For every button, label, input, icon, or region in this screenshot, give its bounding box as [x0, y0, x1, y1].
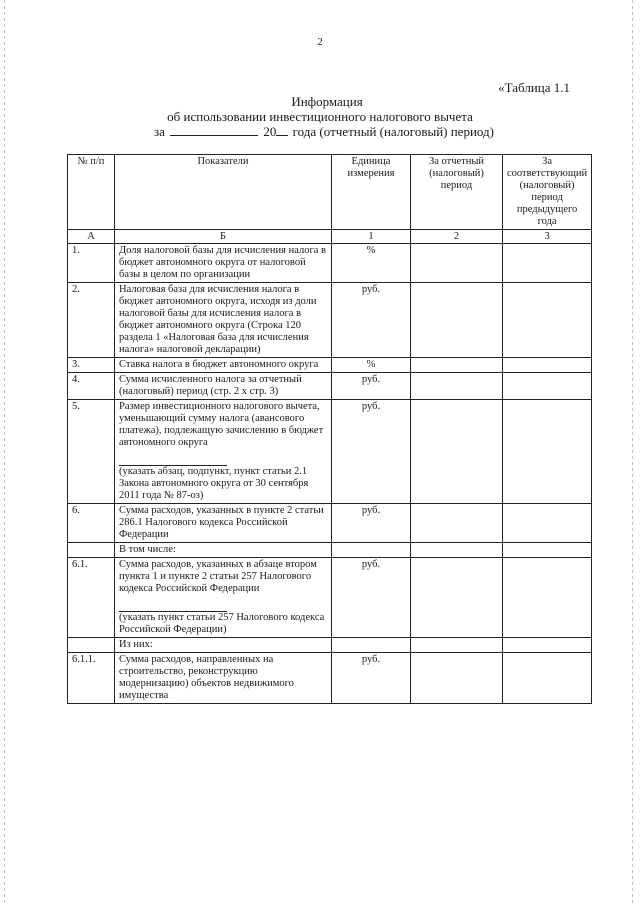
row-previous-value[interactable]: [503, 283, 592, 358]
table-row: [68, 244, 592, 283]
row-current-value[interactable]: [411, 400, 503, 504]
table-row: [68, 358, 592, 373]
table-row: [68, 400, 592, 504]
row-unit: руб.: [332, 653, 411, 704]
row-previous-value[interactable]: [503, 504, 592, 543]
row-previous-value[interactable]: [503, 653, 592, 704]
row-indicator: Сумма расходов, указанных в пункте 2 статьи 286.1 Налогового кодекса Российской Федерации: [115, 504, 332, 543]
row-previous-value[interactable]: [503, 358, 592, 373]
row-unit: руб.: [332, 558, 411, 638]
row-unit: [332, 543, 411, 558]
row-indicator: Доля налоговой базы для исчисления налога в бюджет автономного округа от налоговой базы в целом по организации: [115, 244, 332, 283]
table-row: [68, 373, 592, 400]
index-cell: Б: [115, 230, 332, 244]
report-table: [67, 154, 592, 704]
row-current-value[interactable]: [411, 543, 503, 558]
row-current-value[interactable]: [411, 244, 503, 283]
row-number: 6.1.1.: [68, 653, 115, 704]
row-previous-value[interactable]: [503, 558, 592, 638]
row-current-value[interactable]: [411, 373, 503, 400]
row-previous-value[interactable]: [503, 373, 592, 400]
table-row: [68, 504, 592, 543]
row-number: [68, 543, 115, 558]
row-current-value[interactable]: [411, 358, 503, 373]
row-number: 1.: [68, 244, 115, 283]
index-cell: А: [68, 230, 115, 244]
header-row: [68, 155, 592, 230]
row-current-value[interactable]: [411, 638, 503, 653]
title-period-suffix: года (отчетный (налоговый) период): [292, 124, 494, 139]
period-blank-field: [170, 125, 258, 136]
row-unit: %: [332, 358, 411, 373]
row-current-value[interactable]: [411, 653, 503, 704]
index-cell: 2: [411, 230, 503, 244]
row-previous-value[interactable]: [503, 244, 592, 283]
table-row: [68, 638, 592, 653]
header-previous-period: За соответствующий (налоговый) период предыдущего года: [503, 155, 592, 230]
table-row: [68, 558, 592, 638]
row-indicator: [115, 558, 332, 638]
table-reference: «Таблица 1.1: [498, 80, 570, 95]
row-unit: %: [332, 244, 411, 283]
title-year: 20: [263, 124, 277, 139]
header-current-period: За отчетный (налоговый) период: [411, 155, 503, 230]
row-number: 6.: [68, 504, 115, 543]
row-unit: руб.: [332, 283, 411, 358]
row-unit: [332, 638, 411, 653]
row-current-value[interactable]: [411, 504, 503, 543]
index-cell: 3: [503, 230, 592, 244]
row-indicator-text: Размер инвестиционного налогового вычета, уменьшающий сумму налога (авансового платежа), подлежащую зачислению в бюджет автономного округа: [119, 401, 324, 448]
row-indicator-text: Сумма расходов, указанных в абзаце втором пункта 1 и пункте 2 статьи 257 Налогового кодекса Российской Федерации: [119, 559, 317, 594]
header-num: № п/п: [68, 155, 115, 230]
row-indicator: Из них:: [115, 638, 332, 653]
title-line-2: об использовании инвестиционного налогового вычета: [167, 109, 473, 124]
table-row: [68, 283, 592, 358]
row-previous-value[interactable]: [503, 543, 592, 558]
row-number: 4.: [68, 373, 115, 400]
row-unit: руб.: [332, 400, 411, 504]
row-number: 5.: [68, 400, 115, 504]
row-number: 6.1.: [68, 558, 115, 638]
row-indicator-note: (указать пункт статьи 257 Налогового кодекса Российской Федерации): [119, 612, 325, 635]
row-indicator-note: (указать абзац, подпункт, пункт статьи 2.1 Закона автономного округа от 30 сентября 2011 года № 87-оз): [119, 466, 309, 501]
row-unit: руб.: [332, 504, 411, 543]
row-current-value[interactable]: [411, 558, 503, 638]
row-indicator: Налоговая база для исчисления налога в бюджет автономного округа, исходя из доли налоговой базы для исчисления налога в бюджет автономного округа (Строка 120 раздела 1 «Налоговая база для исчисления налога» налоговой декларации): [115, 283, 332, 358]
row-indicator: [115, 400, 332, 504]
fill-in-line[interactable]: [119, 599, 227, 612]
row-previous-value[interactable]: [503, 638, 592, 653]
table-row: [68, 543, 592, 558]
title-line-3: [8, 124, 640, 139]
fill-in-line[interactable]: [119, 453, 227, 466]
page-number: 2: [317, 36, 323, 48]
row-indicator: Сумма расходов, направленных на строительство, реконструкцию модернизацию) объектов недвижимого имущества: [115, 653, 332, 704]
title-line-1: Информация: [291, 94, 363, 109]
table-row: [68, 653, 592, 704]
year-blank-field: [276, 125, 288, 136]
title-period-prefix: за: [154, 124, 165, 139]
index-cell: 1: [332, 230, 411, 244]
row-current-value[interactable]: [411, 283, 503, 358]
row-number: [68, 638, 115, 653]
row-indicator: В том числе:: [115, 543, 332, 558]
row-number: 3.: [68, 358, 115, 373]
column-index-row: [68, 230, 592, 244]
document-title: [0, 94, 640, 139]
row-unit: руб.: [332, 373, 411, 400]
header-indicator: Показатели: [115, 155, 332, 230]
row-indicator: Ставка налога в бюджет автономного округа: [115, 358, 332, 373]
row-number: 2.: [68, 283, 115, 358]
header-unit: Единица измерения: [332, 155, 411, 230]
row-indicator: Сумма исчисленного налога за отчетный (налоговый) период (стр. 2 х стр. 3): [115, 373, 332, 400]
row-previous-value[interactable]: [503, 400, 592, 504]
